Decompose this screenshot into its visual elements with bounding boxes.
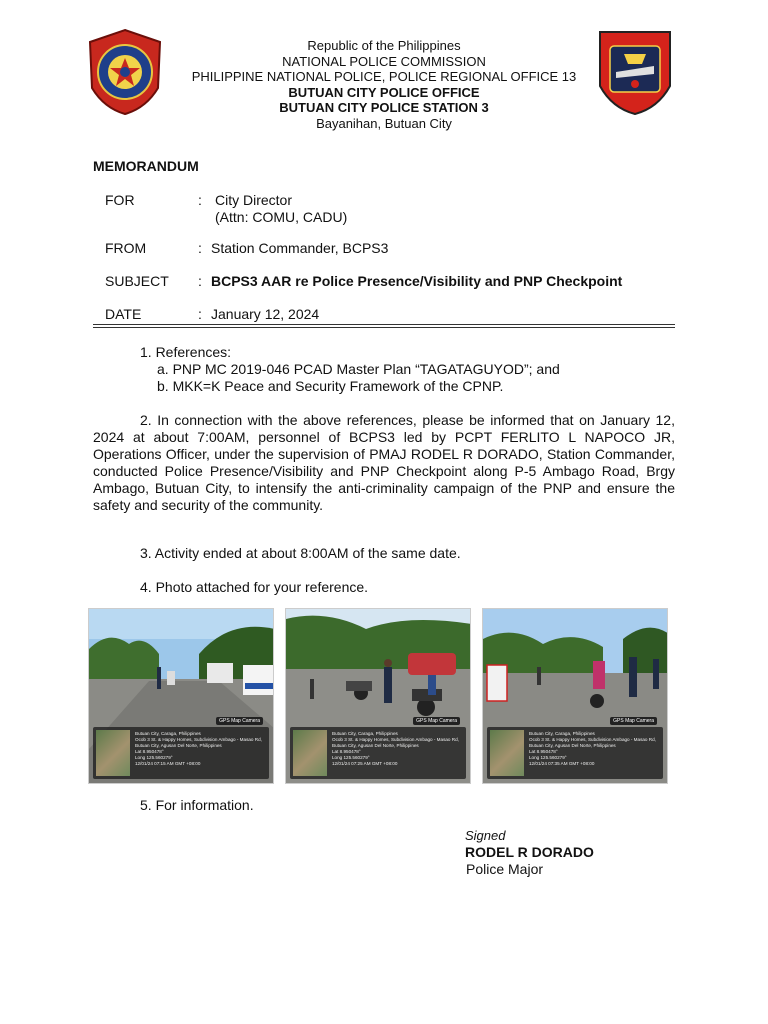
paragraph-3: 3. Activity ended at about 8:00AM of the same date.: [140, 545, 461, 561]
gps-time: 12/01/24 07:25 AM GMT +08:00: [332, 761, 398, 766]
header-bcpo: BUTUAN CITY POLICE OFFICE: [288, 84, 480, 100]
gps-place: Butuan City, Caraga, Philippines: [135, 731, 201, 736]
gps-overlay: [290, 718, 466, 779]
gps-long: Long 125.560279°: [529, 755, 567, 760]
from-label: FROM: [105, 240, 147, 256]
for-colon: :: [198, 192, 202, 208]
gps-place: Butuan City, Caraga, Philippines: [529, 731, 595, 736]
gps-minimap: [293, 730, 327, 776]
header-address: Bayanihan, Butuan City: [316, 115, 452, 131]
from-colon: :: [198, 240, 202, 256]
gps-camera-label: GPS Map Camera: [610, 717, 657, 725]
reference-b: b. MKK=K Peace and Security Framework of the CPNP.: [157, 378, 504, 394]
header-bcps3: BUTUAN CITY POLICE STATION 3: [279, 100, 489, 115]
date-value: January 12, 2024: [211, 306, 320, 322]
gps-address: Ocob 3 St. & Happy Homes, Subdivision Ambago - Masao Rd, Butuan City, Agusan Del Norte, Philippines: [135, 737, 262, 748]
checkpoint-photo-3: [482, 608, 668, 784]
for-attn: (Attn: COMU, CADU): [215, 209, 348, 225]
paragraph-4: 4. Photo attached for your reference.: [140, 579, 369, 595]
gps-time: 12/01/24 07:15 AM GMT +08:00: [135, 761, 201, 766]
header-divider-top: [93, 324, 675, 325]
subject-colon: :: [198, 273, 202, 289]
date-colon: :: [198, 306, 202, 322]
header-pro13: PHILIPPINE NATIONAL POLICE, POLICE REGIONAL OFFICE 13: [191, 69, 577, 84]
checkpoint-photo-2: [285, 608, 471, 784]
gps-camera-label: GPS Map Camera: [413, 717, 460, 725]
gps-minimap: [490, 730, 524, 776]
gps-address: Ocob 3 St. & Happy Homes, Subdivision Ambago - Masao Rd, Butuan City, Agusan Del Norte, Philippines: [529, 737, 656, 748]
gps-camera-label: GPS Map Camera: [216, 717, 263, 725]
gps-address: Ocob 3 St. & Happy Homes, Subdivision Ambago - Masao Rd, Butuan City, Agusan Del Norte, Philippines: [332, 737, 459, 748]
reference-a: a. PNP MC 2019-046 PCAD Master Plan “TAGATAGUYOD”; and: [157, 361, 560, 377]
gps-long: Long 125.560279°: [135, 755, 173, 760]
subject-value: BCPS3 AAR re Police Presence/Visibility and PNP Checkpoint: [211, 273, 623, 289]
checkpoint-photo-1: [88, 608, 274, 784]
from-value: Station Commander, BCPS3: [211, 240, 389, 256]
gps-overlay: [93, 718, 269, 779]
gps-minimap: [96, 730, 130, 776]
gps-lat: Lat 8.950478°: [135, 749, 164, 754]
memo-title: MEMORANDUM: [93, 158, 199, 174]
gps-lat: Lat 8.950478°: [529, 749, 558, 754]
header-napolcom: NATIONAL POLICE COMMISSION: [282, 53, 486, 69]
signatory-rank: Police Major: [466, 861, 544, 877]
references-heading: 1. References:: [140, 344, 232, 360]
gps-lat: Lat 8.950478°: [332, 749, 361, 754]
paragraph-5: 5. For information.: [140, 797, 254, 813]
header-republic: Republic of the Philippines: [307, 38, 461, 53]
for-label: FOR: [105, 192, 135, 208]
paragraph-2: 2. In connection with the above references, please be informed that on January 12, 2024 at about 7:00AM, personnel of BCPS3 led by PCPT FERLITO L NAPOCO JR, Operations Officer, under the supervision of PMAJ RODEL R DORADO, Station Commander, conducted Police Presence/Visibility and PNP Checkpoint along P-5 Ambago Road, Brgy Ambago, Butuan City, to intensify the anti-criminality campaign of the PNP and ensure the safety and security of the community.: [93, 412, 675, 513]
gps-time: 12/01/24 07:35 AM GMT +08:00: [529, 761, 595, 766]
gps-place: Butuan City, Caraga, Philippines: [332, 731, 398, 736]
subject-label: SUBJECT: [105, 273, 169, 289]
signed-marker: Signed: [465, 828, 506, 843]
for-value: City Director: [215, 192, 293, 208]
gps-long: Long 125.560279°: [332, 755, 370, 760]
signatory-name: RODEL R DORADO: [465, 844, 594, 860]
date-label: DATE: [105, 306, 142, 322]
letterhead: [150, 38, 618, 131]
header-divider-bottom: [93, 327, 675, 328]
gps-overlay: [487, 718, 663, 779]
